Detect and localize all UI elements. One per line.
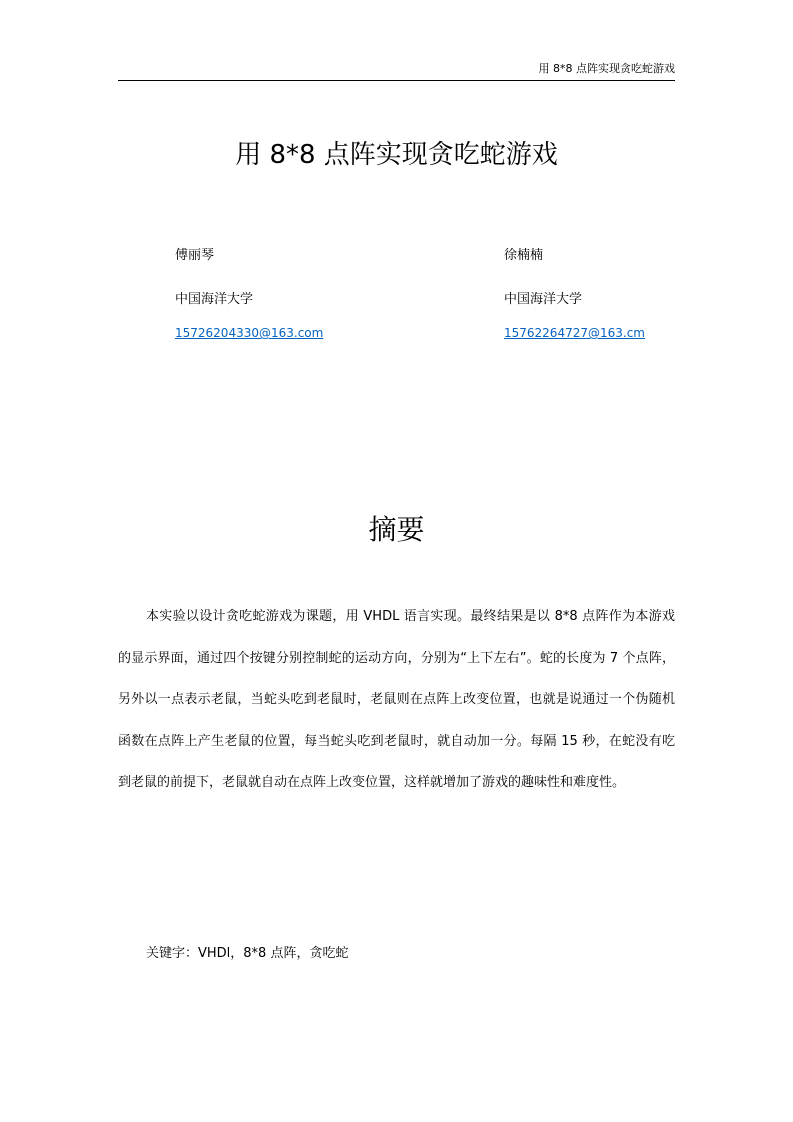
header-divider — [118, 80, 675, 81]
running-header: 用 8*8 点阵实现贪吃蛇游戏 — [538, 62, 675, 75]
author-block-2 — [504, 246, 724, 342]
author-email-link[interactable]: 15726204330@163.com — [175, 326, 324, 340]
paper-title: 用 8*8 点阵实现贪吃蛇游戏 — [235, 140, 558, 170]
author-name: 徐楠楠 — [504, 248, 544, 263]
author-block-1 — [175, 246, 395, 342]
abstract-heading: 摘要 — [368, 513, 425, 546]
author-email-link[interactable]: 15762264727@163.cm — [504, 326, 645, 340]
author-affiliation: 中国海洋大学 — [504, 292, 583, 307]
author-affiliation: 中国海洋大学 — [175, 292, 254, 307]
keywords: 关键字：VHDl，8*8 点阵，贪吃蛇 — [146, 946, 349, 961]
abstract-body: 本实验以设计贪吃蛇游戏为课题，用 VHDL 语言实现。最终结果是以 8*8 点阵作为本游戏的显示界面，通过四个按键分别控制蛇的运动方向，分别为“上下左右”。蛇的长度为 7 个点阵，另外以一点表示老鼠，当蛇头吃到老鼠时，老鼠则在点阵上改变位置，也就是说通过一个伪随机函数在点阵上产生老鼠的位置，每当蛇头吃到老鼠时，就自动加一分。每隔 15 秒，在蛇没有吃到老鼠的前提下，老鼠就自动在点阵上改变位置，这样就增加了游戏的趣味性和难度性。 — [118, 609, 675, 790]
author-name: 傅丽琴 — [175, 248, 215, 263]
